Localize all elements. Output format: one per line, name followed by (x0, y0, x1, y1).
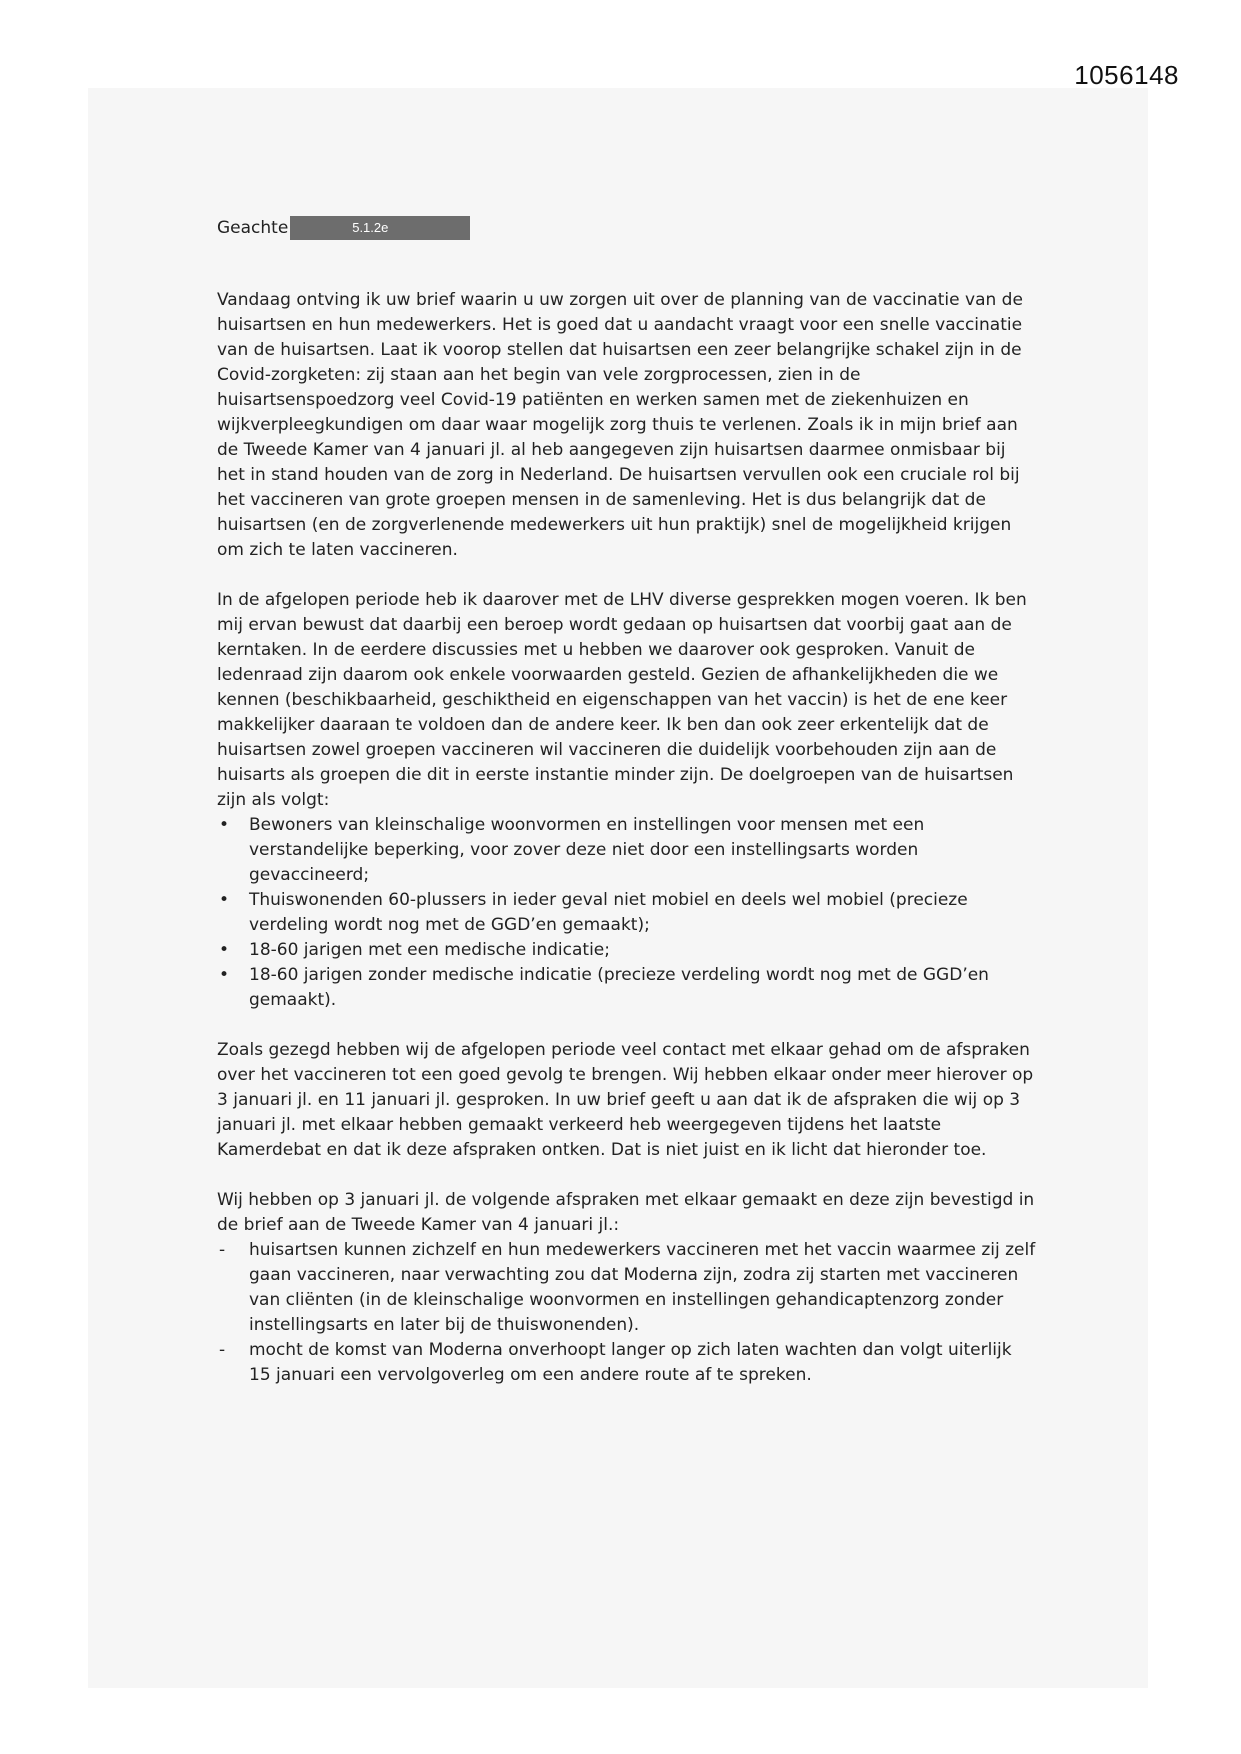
bullet-marker: • (219, 940, 230, 960)
letter-body (217, 214, 1037, 1388)
bullet-marker: • (219, 890, 230, 910)
list-item: • 18-60 jarigen zonder medische indicatie (precieze verdeling wordt nog met de GGD’en gemaakt). (219, 965, 989, 1010)
target-groups-list (217, 813, 1037, 1013)
paragraph-intro: Vandaag ontving ik uw brief waarin u uw zorgen uit over de planning van de vaccinatie van de huisartsen en hun medewerkers. Het is goed dat u aandacht vraagt voor een snelle vaccinatie van de huisartsen. Laat ik voorop stellen dat huisartsen een zeer belangrijke schakel zijn in de Covid-zorgketen: zij staan aan het begin van vele zorgprocessen, zien in de huisartsenspoedzorg veel Covid-19 patiënten en werken samen met de ziekenhuizen en wijkverpleegkundigen om daar waar mogelijk zorg thuis te verlenen. Zoals ik in mijn brief aan de Tweede Kamer van 4 januari jl. al heb aangegeven zijn huisartsen daarmee onmisbaar bij het in stand houden van de zorg in Nederland. De huisartsen vervullen ook een cruciale rol bij het vaccineren van grote groepen mensen in de samenleving. Het is dus belangrijk dat de huisartsen (en de zorgverlenende medewerkers uit hun praktijk) snel de mogelijkheid krijgen om zich te laten vaccineren. (217, 290, 1023, 560)
agreements-list (217, 1238, 1037, 1388)
salutation-greeting: Geachte (217, 217, 289, 238)
bullet-marker: • (219, 965, 230, 985)
list-item: • 18-60 jarigen met een medische indicatie; (217, 938, 1037, 963)
dash-marker: - (219, 1340, 226, 1360)
paragraph-contact: Zoals gezegd hebben wij de afgelopen periode veel contact met elkaar gehad om de afspraken over het vaccineren tot een goed gevolg te brengen. Wij hebben elkaar onder meer hierover op 3 januari jl. en 11 januari jl. gesproken. In uw brief geeft u aan dat ik de afspraken die wij op 3 januari jl. met elkaar hebben gemaakt verkeerd heb weergegeven tijdens het laatste Kamerdebat en dat ik deze afspraken ontken. Dat is niet juist en ik licht dat hieronder toe. (217, 1040, 1034, 1160)
paragraph-agreements-intro: Wij hebben op 3 januari jl. de volgende afspraken met elkaar gemaakt en deze zijn bevestigd in de brief aan de Tweede Kamer van 4 januari jl.: (217, 1190, 1035, 1235)
list-item: • Thuiswonenden 60-plussers in ieder geval niet mobiel en deels wel mobiel (precieze verdeling wordt nog met de GGD’en gemaakt); (219, 890, 968, 935)
document-id: 1056148 (1074, 60, 1179, 90)
bullet-marker: • (219, 815, 230, 835)
redaction-code: 5.1.2e (352, 220, 389, 235)
dash-marker: - (219, 1240, 226, 1260)
paragraph-lhv-talks: In de afgelopen periode heb ik daarover met de LHV diverse gesprekken mogen voeren. Ik ben mij ervan bewust dat daarbij een beroep wordt gedaan op huisartsen dat voorbij gaat aan de kerntaken. In de eerdere discussies met u hebben we daarover ook gesproken. Vanuit de ledenraad zijn daarom ook enkele voorwaarden gesteld. Gezien de afhankelijkheden die we kennen (beschikbaarheid, geschiktheid en eigenschappen van het vaccin) is het de ene keer makkelijker daaraan te voldoen dan de andere keer. Ik ben dan ook zeer erkentelijk dat de huisartsen zowel groepen vaccineren wil vaccineren die duidelijk voorbehouden zijn aan de huisarts als groepen die dit in eerste instantie minder zijn. De doelgroepen van de huisartsen zijn als volgt: (217, 590, 1027, 810)
salutation (217, 214, 1037, 242)
redaction-box (290, 216, 470, 240)
list-item: - huisartsen kunnen zichzelf en hun medewerkers vaccineren met het vaccin waarmee zij zelf gaan vaccineren, naar verwachting zou dat Moderna zijn, zodra zij starten met vaccineren van cliënten (in de kleinschalige woonvormen en instellingen gehandicaptenzorg zonder instellingsarts en later bij de thuiswonenden). (219, 1240, 1036, 1335)
list-item: • Bewoners van kleinschalige woonvormen en instellingen voor mensen met een verstandelijke beperking, voor zover deze niet door een instellingsarts worden gevaccineerd; (219, 815, 925, 885)
list-item: - mocht de komst van Moderna onverhoopt langer op zich laten wachten dan volgt uiterlijk 15 januari een vervolgoverleg om een andere route af te spreken. (219, 1340, 1012, 1385)
